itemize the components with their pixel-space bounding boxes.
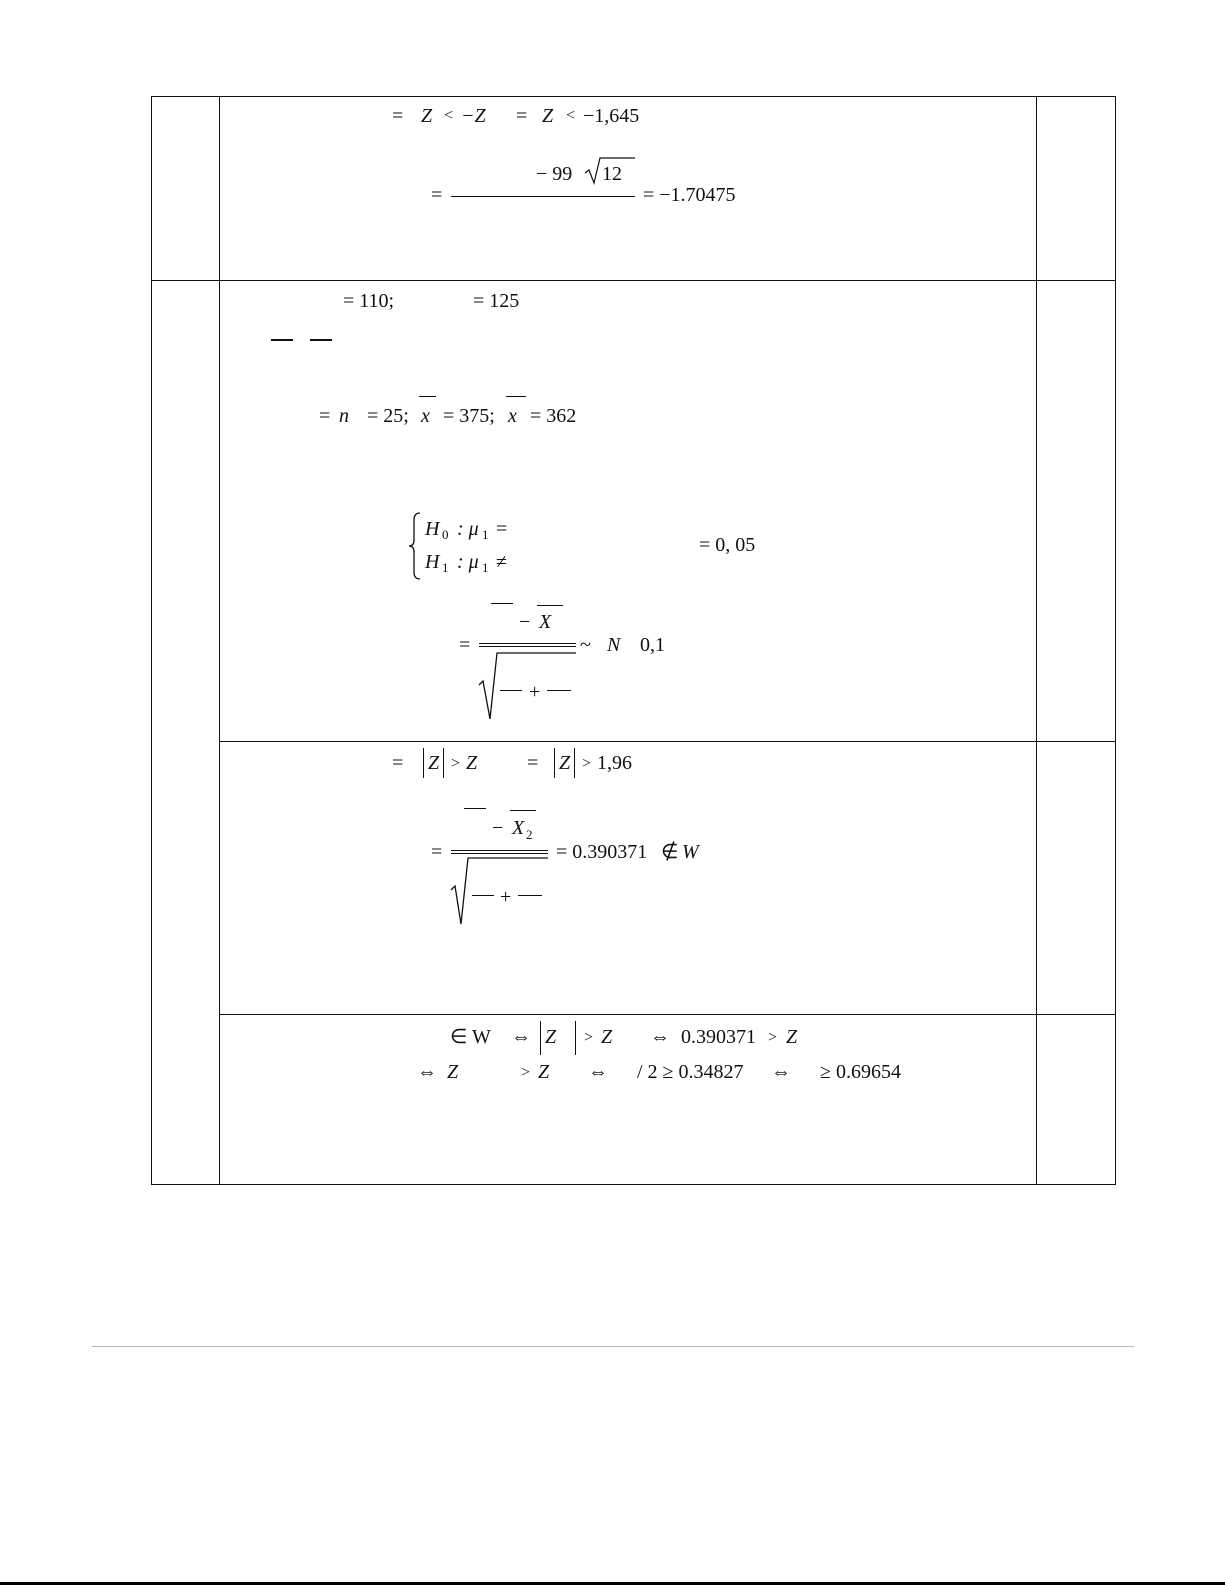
xbar-subscript: 2 bbox=[526, 827, 533, 842]
table-border-left bbox=[151, 96, 152, 1185]
table-border-right bbox=[1115, 96, 1116, 1185]
iff-sign: ⇔ bbox=[771, 1061, 791, 1083]
abs-bar bbox=[540, 1021, 541, 1055]
normal-params: 0,1 bbox=[640, 634, 665, 656]
lt-sign: < bbox=[566, 107, 576, 124]
xbar-symbol: X bbox=[539, 611, 552, 633]
h0-subscript: 0 bbox=[442, 527, 449, 542]
fraction-bar-stub bbox=[310, 339, 332, 341]
table-col-divider-1 bbox=[219, 96, 220, 1185]
abs-bar bbox=[574, 748, 575, 778]
not-in-sign: ∉ bbox=[661, 841, 679, 863]
statistic-value: = −1.70475 bbox=[643, 184, 736, 206]
lt-sign: < bbox=[444, 107, 454, 124]
xbar2-symbol: x bbox=[508, 405, 517, 427]
eq-sign: = bbox=[459, 634, 471, 656]
minus-sign: − bbox=[492, 817, 504, 839]
h0-mu: : μ bbox=[457, 518, 479, 540]
fraction-bar-stub bbox=[547, 690, 571, 691]
overline bbox=[491, 603, 513, 604]
abs-bar bbox=[443, 748, 444, 778]
iff-sign: ⇔ bbox=[417, 1061, 437, 1083]
overline bbox=[510, 810, 536, 811]
p-value-threshold: ≥ 0.69654 bbox=[820, 1061, 901, 1083]
z-symbol: Z bbox=[542, 105, 554, 127]
xbar1-value: = 375; bbox=[443, 405, 495, 427]
fraction-bar-stub bbox=[472, 895, 494, 896]
xbar2-value: = 362 bbox=[530, 405, 577, 427]
eq-sign: = bbox=[527, 752, 539, 774]
statistic-value: = 0.390371 bbox=[556, 841, 648, 863]
abs-bar bbox=[554, 748, 555, 778]
z-symbol: Z bbox=[428, 752, 440, 774]
n-value: = 25; bbox=[367, 405, 409, 427]
sqrt-argument: 12 bbox=[602, 163, 622, 185]
eq-sign: = bbox=[319, 405, 331, 427]
normal-symbol: N bbox=[607, 634, 621, 656]
abs-bar bbox=[423, 748, 424, 778]
eq-sign: = bbox=[392, 105, 404, 127]
fraction-bar-stub bbox=[518, 895, 542, 896]
abs-bar bbox=[575, 1021, 576, 1055]
row-divider-3 bbox=[219, 1014, 1116, 1015]
fraction-bar bbox=[479, 646, 576, 647]
fraction-bar bbox=[451, 196, 635, 197]
sigma1-value: = 110; bbox=[343, 290, 395, 312]
neq-sign: ≠ bbox=[496, 551, 507, 573]
xbar1-symbol: x bbox=[421, 405, 430, 427]
minus-sign: − bbox=[519, 611, 531, 633]
gt-sign: > bbox=[521, 1064, 531, 1081]
neg-z: −Z bbox=[461, 105, 486, 127]
row-divider-2 bbox=[219, 741, 1116, 742]
iff-sign: ⇔ bbox=[588, 1061, 608, 1083]
fraction-bar bbox=[451, 853, 548, 854]
critical-value: −1,645 bbox=[583, 105, 640, 127]
z-symbol: Z bbox=[601, 1026, 613, 1048]
h1-mu: : μ bbox=[457, 551, 479, 573]
gt-sign: > bbox=[584, 1029, 594, 1046]
mu-subscript: 1 bbox=[482, 527, 489, 542]
gt-sign: > bbox=[582, 755, 592, 772]
fraction-bar bbox=[451, 850, 548, 851]
table-col-divider-2 bbox=[1036, 96, 1037, 1185]
overline bbox=[464, 808, 486, 809]
eq-sign: = bbox=[516, 105, 528, 127]
eq-sign: = bbox=[496, 518, 508, 540]
n-symbol: n bbox=[339, 405, 349, 427]
sigma2-value: = 125 bbox=[473, 290, 520, 312]
sqrt-symbol bbox=[478, 651, 578, 721]
eq-sign: = bbox=[431, 841, 443, 863]
brace-symbol bbox=[408, 512, 422, 580]
fraction-bar-stub bbox=[271, 339, 293, 341]
w-symbol: W bbox=[682, 841, 699, 863]
alpha-value: = 0, 05 bbox=[699, 534, 756, 556]
z-symbol: Z bbox=[545, 1026, 557, 1048]
critical-value: 1,96 bbox=[597, 752, 632, 774]
z-symbol: Z bbox=[466, 752, 478, 774]
overline bbox=[506, 396, 526, 397]
z-symbol: Z bbox=[786, 1026, 798, 1048]
overline bbox=[537, 605, 563, 606]
z-symbol: Z bbox=[538, 1061, 550, 1083]
plus-sign: + bbox=[529, 681, 541, 703]
z-symbol: Z bbox=[447, 1061, 459, 1083]
row-divider-1 bbox=[151, 280, 1116, 281]
eq-sign: = bbox=[431, 184, 443, 206]
fraction-bar-stub bbox=[500, 690, 522, 691]
mu-subscript: 1 bbox=[482, 560, 489, 575]
plus-sign: + bbox=[500, 886, 512, 908]
z-symbol: Z bbox=[421, 105, 433, 127]
eq-sign: = bbox=[392, 752, 404, 774]
table-border-top bbox=[151, 96, 1116, 97]
half-p-value: / 2 ≥ 0.34827 bbox=[637, 1061, 744, 1083]
h1-symbol: H bbox=[425, 551, 440, 573]
numerator-text: − 99 bbox=[536, 163, 573, 185]
gt-sign: > bbox=[451, 755, 461, 772]
table-border-bottom bbox=[151, 1184, 1116, 1185]
overline bbox=[419, 396, 436, 397]
iff-sign: ⇔ bbox=[650, 1026, 670, 1048]
h0-symbol: H bbox=[425, 518, 440, 540]
statistic-value: 0.390371 bbox=[681, 1026, 756, 1048]
tilde-sign: ~ bbox=[580, 634, 591, 656]
h1-subscript: 1 bbox=[442, 560, 449, 575]
iff-sign: ⇔ bbox=[511, 1026, 531, 1048]
fraction-bar bbox=[479, 643, 576, 644]
footer-rule bbox=[92, 1346, 1134, 1347]
z-symbol: Z bbox=[559, 752, 571, 774]
in-w: ∈ W bbox=[450, 1026, 491, 1048]
gt-sign: > bbox=[768, 1029, 778, 1046]
xbar-symbol: X bbox=[512, 817, 525, 839]
